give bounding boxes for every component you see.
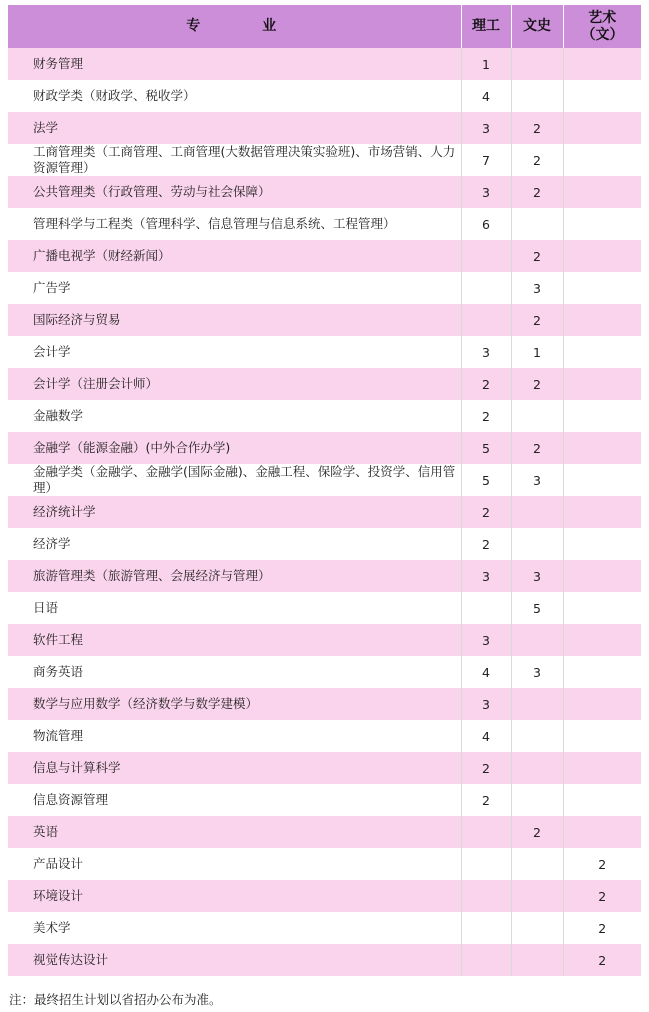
table-row — [8, 176, 641, 208]
major-cell: 金融学（能源金融）(中外合作办学) — [8, 432, 461, 464]
table-row — [8, 208, 641, 240]
table-row — [8, 624, 641, 656]
major-cell: 法学 — [8, 112, 461, 144]
science-count-cell: 3 — [461, 560, 511, 592]
major-cell: 公共管理类（行政管理、劳动与社会保障） — [8, 176, 461, 208]
science-count-cell — [461, 944, 511, 976]
header-science: 理工 — [461, 5, 511, 48]
major-cell: 美术学 — [8, 912, 461, 944]
art-count-cell — [563, 208, 641, 240]
science-count-cell: 3 — [461, 336, 511, 368]
art-count-cell — [563, 112, 641, 144]
header-art: 艺术（文） — [563, 5, 641, 48]
table-row — [8, 912, 641, 944]
major-cell: 管理科学与工程类（管理科学、信息管理与信息系统、工程管理） — [8, 208, 461, 240]
science-count-cell — [461, 912, 511, 944]
art-count-cell — [563, 400, 641, 432]
major-cell: 会计学 — [8, 336, 461, 368]
art-count-cell — [563, 176, 641, 208]
science-count-cell: 1 — [461, 48, 511, 80]
liberal-count-cell — [511, 496, 563, 528]
liberal-count-cell: 2 — [511, 816, 563, 848]
science-count-cell — [461, 592, 511, 624]
science-count-cell: 2 — [461, 528, 511, 560]
liberal-count-cell: 3 — [511, 656, 563, 688]
art-count-cell — [563, 720, 641, 752]
table-row — [8, 336, 641, 368]
major-cell: 视觉传达设计 — [8, 944, 461, 976]
liberal-count-cell — [511, 880, 563, 912]
liberal-count-cell — [511, 528, 563, 560]
major-cell: 财务管理 — [8, 48, 461, 80]
science-count-cell: 7 — [461, 144, 511, 176]
major-cell: 软件工程 — [8, 624, 461, 656]
science-count-cell: 4 — [461, 656, 511, 688]
art-count-cell — [563, 272, 641, 304]
science-count-cell: 6 — [461, 208, 511, 240]
table-body — [8, 48, 641, 976]
major-cell: 数学与应用数学（经济数学与数学建模） — [8, 688, 461, 720]
science-count-cell — [461, 272, 511, 304]
major-cell: 英语 — [8, 816, 461, 848]
table-row — [8, 464, 641, 496]
science-count-cell: 2 — [461, 784, 511, 816]
liberal-count-cell: 2 — [511, 432, 563, 464]
table-row — [8, 80, 641, 112]
liberal-count-cell — [511, 400, 563, 432]
table-row — [8, 112, 641, 144]
major-cell: 信息资源管理 — [8, 784, 461, 816]
art-count-cell: 2 — [563, 880, 641, 912]
major-cell: 广告学 — [8, 272, 461, 304]
art-count-cell — [563, 528, 641, 560]
major-cell: 金融数学 — [8, 400, 461, 432]
table-row — [8, 752, 641, 784]
liberal-count-cell — [511, 80, 563, 112]
science-count-cell: 5 — [461, 432, 511, 464]
table-row — [8, 784, 641, 816]
science-count-cell — [461, 848, 511, 880]
liberal-count-cell: 3 — [511, 464, 563, 496]
science-count-cell: 4 — [461, 720, 511, 752]
table-row — [8, 592, 641, 624]
major-cell: 会计学（注册会计师） — [8, 368, 461, 400]
header-liberal-arts: 文史 — [511, 5, 563, 48]
art-count-cell — [563, 336, 641, 368]
art-count-cell — [563, 80, 641, 112]
liberal-count-cell: 1 — [511, 336, 563, 368]
art-count-cell — [563, 688, 641, 720]
art-count-cell — [563, 560, 641, 592]
table-row — [8, 304, 641, 336]
footnote: 注：最终招生计划以省招办公布为准。 — [9, 992, 222, 1007]
science-count-cell — [461, 880, 511, 912]
art-count-cell — [563, 464, 641, 496]
table-row — [8, 816, 641, 848]
table-row — [8, 240, 641, 272]
liberal-count-cell — [511, 848, 563, 880]
liberal-count-cell — [511, 48, 563, 80]
liberal-count-cell: 2 — [511, 144, 563, 176]
art-count-cell: 2 — [563, 848, 641, 880]
major-cell: 物流管理 — [8, 720, 461, 752]
art-count-cell — [563, 816, 641, 848]
art-count-cell: 2 — [563, 912, 641, 944]
art-count-cell — [563, 144, 641, 176]
major-cell: 信息与计算科学 — [8, 752, 461, 784]
major-cell: 广播电视学（财经新闻） — [8, 240, 461, 272]
liberal-count-cell: 2 — [511, 304, 563, 336]
table-row — [8, 48, 641, 80]
table-row — [8, 144, 641, 176]
science-count-cell: 3 — [461, 176, 511, 208]
liberal-count-cell: 3 — [511, 272, 563, 304]
table-row — [8, 400, 641, 432]
art-count-cell — [563, 240, 641, 272]
header-major: 专 业 — [8, 5, 461, 48]
liberal-count-cell — [511, 208, 563, 240]
table-header-row — [8, 5, 641, 48]
liberal-count-cell — [511, 944, 563, 976]
liberal-count-cell: 2 — [511, 176, 563, 208]
art-count-cell — [563, 784, 641, 816]
enrollment-plan-table — [8, 5, 641, 976]
liberal-count-cell — [511, 784, 563, 816]
art-count-cell — [563, 432, 641, 464]
major-cell: 产品设计 — [8, 848, 461, 880]
science-count-cell: 5 — [461, 464, 511, 496]
liberal-count-cell — [511, 752, 563, 784]
liberal-count-cell — [511, 720, 563, 752]
table-row — [8, 688, 641, 720]
liberal-count-cell: 2 — [511, 112, 563, 144]
liberal-count-cell — [511, 624, 563, 656]
major-cell: 环境设计 — [8, 880, 461, 912]
table-row — [8, 944, 641, 976]
art-count-cell — [563, 624, 641, 656]
table-row — [8, 368, 641, 400]
art-count-cell — [563, 592, 641, 624]
science-count-cell: 3 — [461, 688, 511, 720]
liberal-count-cell: 3 — [511, 560, 563, 592]
major-cell: 商务英语 — [8, 656, 461, 688]
table-row — [8, 720, 641, 752]
liberal-count-cell: 2 — [511, 368, 563, 400]
science-count-cell: 2 — [461, 400, 511, 432]
art-count-cell — [563, 496, 641, 528]
table-row — [8, 528, 641, 560]
table-row — [8, 656, 641, 688]
science-count-cell — [461, 304, 511, 336]
science-count-cell — [461, 816, 511, 848]
table-row — [8, 880, 641, 912]
major-cell: 国际经济与贸易 — [8, 304, 461, 336]
table-row — [8, 272, 641, 304]
science-count-cell: 2 — [461, 496, 511, 528]
liberal-count-cell — [511, 912, 563, 944]
art-count-cell — [563, 368, 641, 400]
liberal-count-cell: 2 — [511, 240, 563, 272]
table-row — [8, 432, 641, 464]
art-count-cell — [563, 752, 641, 784]
table-row — [8, 496, 641, 528]
major-cell: 经济学 — [8, 528, 461, 560]
table-row — [8, 848, 641, 880]
art-count-cell — [563, 304, 641, 336]
major-cell: 财政学类（财政学、税收学） — [8, 80, 461, 112]
art-count-cell — [563, 48, 641, 80]
major-cell: 经济统计学 — [8, 496, 461, 528]
major-cell: 旅游管理类（旅游管理、会展经济与管理） — [8, 560, 461, 592]
table-row — [8, 560, 641, 592]
major-cell: 工商管理类（工商管理、工商管理(大数据管理决策实验班)、市场营销、人力资源管理） — [8, 144, 461, 176]
science-count-cell — [461, 240, 511, 272]
major-cell: 日语 — [8, 592, 461, 624]
science-count-cell: 3 — [461, 624, 511, 656]
liberal-count-cell — [511, 688, 563, 720]
science-count-cell: 4 — [461, 80, 511, 112]
art-count-cell: 2 — [563, 944, 641, 976]
liberal-count-cell: 5 — [511, 592, 563, 624]
major-cell: 金融学类（金融学、金融学(国际金融)、金融工程、保险学、投资学、信用管理） — [8, 464, 461, 496]
science-count-cell: 3 — [461, 112, 511, 144]
science-count-cell: 2 — [461, 368, 511, 400]
science-count-cell: 2 — [461, 752, 511, 784]
art-count-cell — [563, 656, 641, 688]
